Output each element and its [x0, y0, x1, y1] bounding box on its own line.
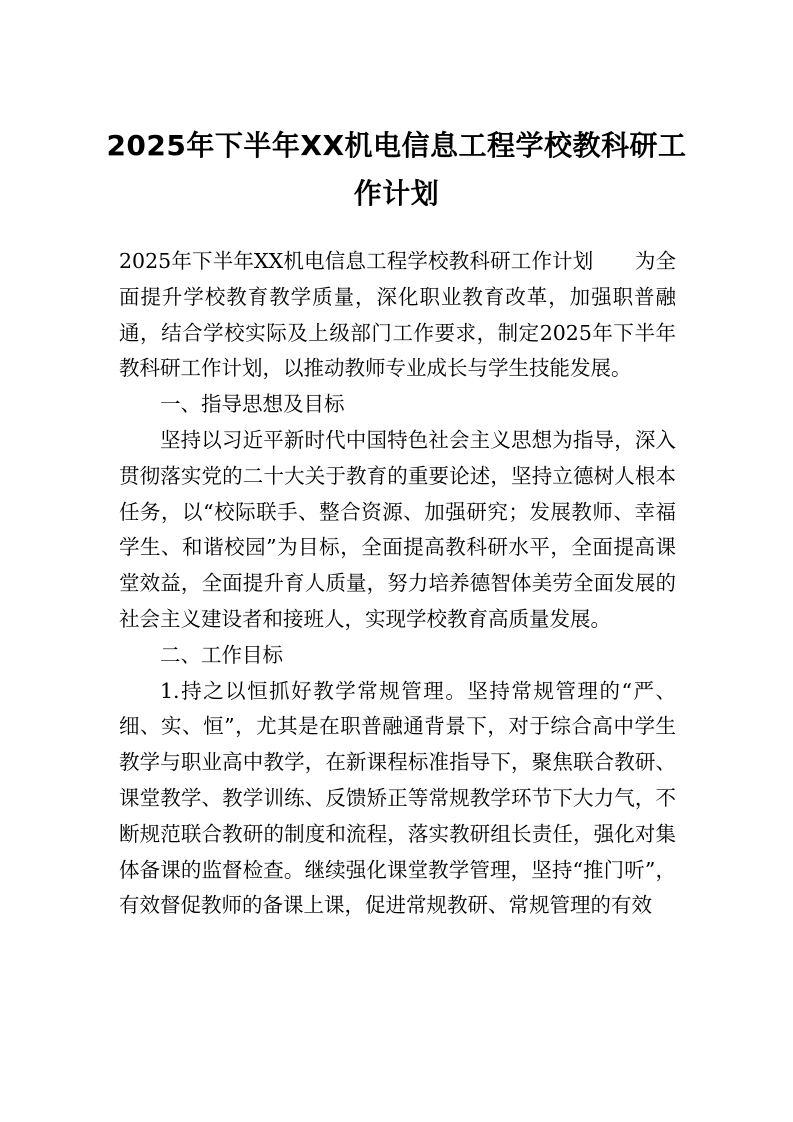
section-heading-guiding-ideology: 一、指导思想及目标 [160, 392, 345, 417]
section-paragraph-work-goals-item-1: 1.持之以恒抓好教学常规管理。坚持常规管理的“严、细、实、恒”，尤其是在职普融通背景下，对于综合高中学生教学与职业高中教学，在新课程标准指导下，聚焦联合教研、课堂教学、教学训练、反馈矫正等常规教学环节下大力气，不断规范联合教研的制度和流程，落实教研组长责任，强化对集体备课的监督检查。继续强化课堂教学管理，坚持“推门听”，有效督促教师的备课上课，促进常规教研、常规管理的有效 [119, 678, 676, 918]
section-paragraph-guiding-ideology: 坚持以习近平新时代中国特色社会主义思想为指导，深入贯彻落实党的二十大关于教育的重要论述，坚持立德树人根本任务，以“校际联手、整合资源、加强研究；发展教师、幸福学生、和谐校园”为目标，全面提高教科研水平，全面提高课堂效益，全面提升育人质量，努力培养德智体美劳全面发展的社会主义建设者和接班人，实现学校教育高质量发展。 [119, 427, 676, 631]
document-body [119, 244, 676, 924]
document-title: 2025年下半年XX机电信息工程学校教科研工作计划 [106, 129, 687, 210]
intro-paragraph: 2025年下半年XX机电信息工程学校教科研工作计划 为全面提升学校教育教学质量，深化职业教育改革，加强职普融通，结合学校实际及上级部门工作要求，制定2025年下半年教科研工作计划，以推动教师专业成长与学生技能发展。 [119, 249, 676, 381]
section-heading-work-goals: 二、工作目标 [160, 642, 283, 667]
